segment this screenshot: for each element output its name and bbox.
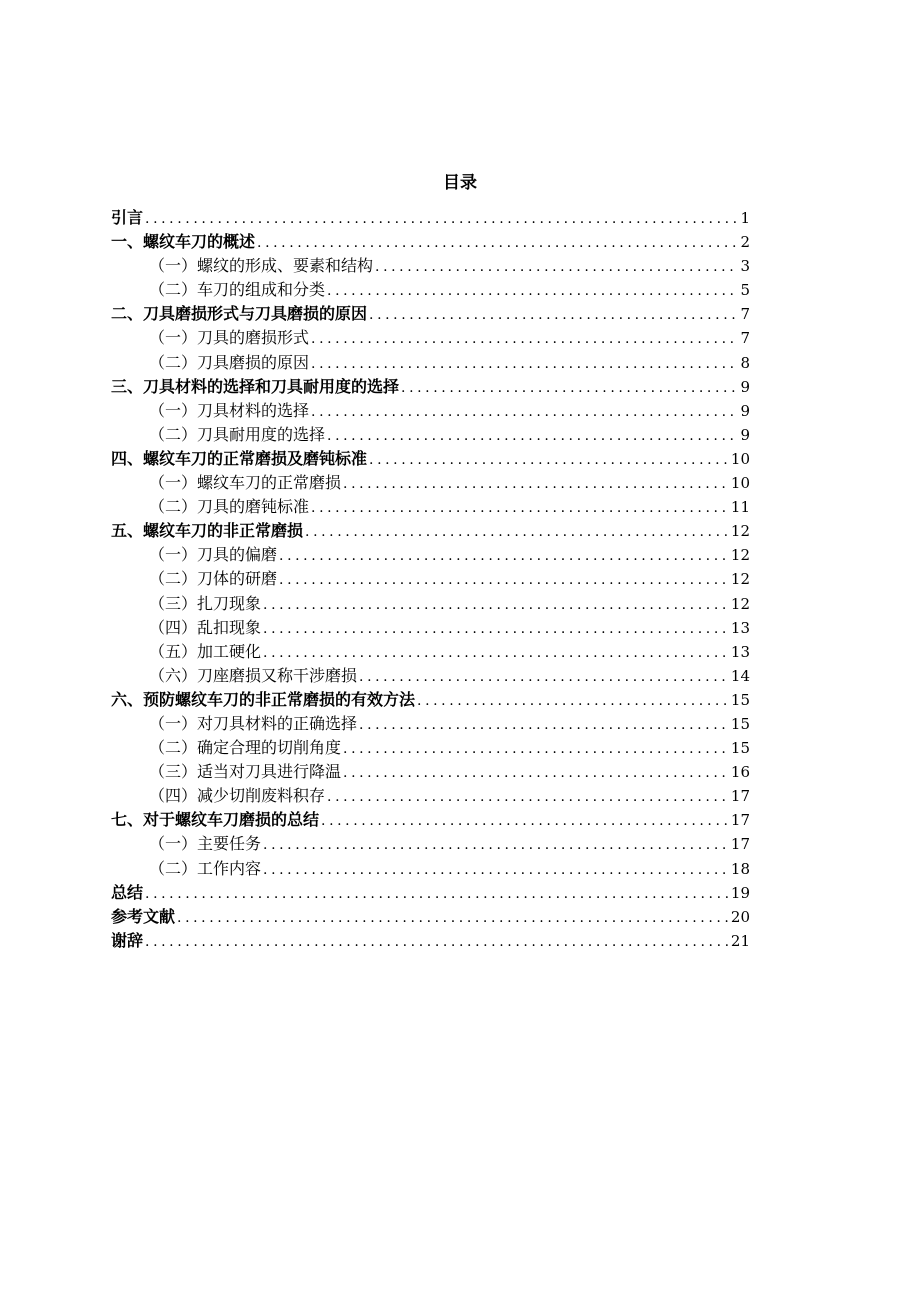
toc-dot-leader — [263, 641, 729, 665]
toc-page-number: 12 — [730, 546, 750, 565]
toc-entry-title: （三）适当对刀具进行降温 — [149, 762, 342, 782]
toc-dot-leader — [343, 761, 729, 785]
toc-dot-leader — [311, 496, 729, 520]
toc-page-number: 5 — [740, 281, 750, 300]
toc-chapter-entry[interactable] — [111, 230, 750, 254]
toc-page-number: 17 — [730, 811, 750, 830]
toc-dot-leader — [311, 352, 738, 376]
toc-dot-leader — [327, 279, 738, 303]
toc-dot-leader — [263, 593, 729, 617]
toc-section-entry[interactable] — [111, 640, 750, 664]
toc-section-entry[interactable] — [111, 254, 750, 278]
toc-dot-leader — [375, 255, 738, 279]
toc-section-entry[interactable] — [111, 471, 750, 495]
toc-section-entry[interactable] — [111, 495, 750, 519]
toc-page-number: 20 — [730, 907, 750, 926]
toc-dot-leader — [263, 858, 729, 882]
toc-entry-title: 一、螺纹车刀的概述 — [111, 232, 256, 252]
toc-page-number: 2 — [740, 233, 750, 252]
toc-chapter-entry[interactable] — [111, 881, 750, 905]
toc-page-number: 12 — [730, 570, 750, 589]
toc-page-number: 9 — [740, 377, 750, 396]
toc-entry-title: 参考文献 — [111, 906, 176, 926]
toc-chapter-entry[interactable] — [111, 447, 750, 471]
toc-section-entry[interactable] — [111, 616, 750, 640]
toc-page-number: 7 — [740, 329, 750, 348]
toc-section-entry[interactable] — [111, 664, 750, 688]
toc-dot-leader — [343, 737, 729, 761]
toc-page-number: 18 — [730, 859, 750, 878]
toc-chapter-entry[interactable] — [111, 302, 750, 326]
toc-section-entry[interactable] — [111, 399, 750, 423]
toc-title: 目录 — [443, 173, 477, 193]
toc-entry-title: （一）主要任务 — [149, 834, 262, 854]
toc-dot-leader — [343, 472, 729, 496]
toc-dot-leader — [263, 833, 729, 857]
toc-page-number: 3 — [740, 257, 750, 276]
toc-page-number: 17 — [730, 787, 750, 806]
toc-page-number: 17 — [730, 835, 750, 854]
toc-page-number: 10 — [730, 449, 750, 468]
toc-entry-title: （三）扎刀现象 — [149, 593, 262, 613]
toc-dot-leader — [145, 930, 729, 954]
toc-dot-leader — [257, 231, 738, 255]
toc-dot-leader — [359, 665, 729, 689]
toc-section-entry[interactable] — [111, 712, 750, 736]
toc-page-number: 9 — [740, 401, 750, 420]
toc-dot-leader — [321, 809, 729, 833]
toc-page-number: 13 — [730, 618, 750, 637]
toc-chapter-entry[interactable] — [111, 206, 750, 230]
toc-section-entry[interactable] — [111, 278, 750, 302]
toc-section-entry[interactable] — [111, 423, 750, 447]
toc-entry-title: 三、刀具材料的选择和刀具耐用度的选择 — [111, 376, 400, 396]
toc-entry-title: 总结 — [111, 882, 144, 902]
toc-section-entry[interactable] — [111, 857, 750, 881]
toc-page-number: 10 — [730, 474, 750, 493]
toc-dot-leader — [263, 617, 729, 641]
toc-chapter-entry[interactable] — [111, 519, 750, 543]
toc-entry-title: 七、对于螺纹车刀磨损的总结 — [111, 810, 320, 830]
toc-dot-leader — [311, 400, 738, 424]
toc-dot-leader — [177, 906, 729, 930]
toc-section-entry[interactable] — [111, 326, 750, 350]
toc-page-number: 15 — [730, 739, 750, 758]
toc-entry-title: （一）刀具的偏磨 — [149, 545, 278, 565]
toc-section-entry[interactable] — [111, 832, 750, 856]
toc-dot-leader — [305, 520, 729, 544]
toc-dot-leader — [145, 882, 729, 906]
toc-page-number: 1 — [740, 209, 750, 227]
toc-page-number: 16 — [730, 763, 750, 782]
toc-page-number: 15 — [730, 690, 750, 709]
toc-entry-title: （二）确定合理的切削角度 — [149, 738, 342, 758]
toc-entry-title: （一）刀具的磨损形式 — [149, 328, 310, 348]
toc-page-number: 7 — [740, 305, 750, 324]
toc-dot-leader — [359, 713, 729, 737]
toc-entry-title: （五）加工硬化 — [149, 641, 262, 661]
toc-chapter-entry[interactable] — [111, 905, 750, 929]
toc-dot-leader — [311, 327, 738, 351]
toc-entry-title: 谢辞 — [111, 930, 144, 950]
toc-dot-leader — [327, 785, 729, 809]
toc-chapter-entry[interactable] — [111, 808, 750, 832]
toc-entry-title: （四）乱扣现象 — [149, 617, 262, 637]
toc-entry-title: （二）刀体的研磨 — [149, 569, 278, 589]
toc-section-entry[interactable] — [111, 784, 750, 808]
toc-section-entry[interactable] — [111, 543, 750, 567]
toc-section-entry[interactable] — [111, 760, 750, 784]
toc-page-number: 14 — [730, 666, 750, 685]
toc-page-number: 13 — [730, 642, 750, 661]
toc-entry-title: （二）车刀的组成和分类 — [149, 280, 326, 300]
toc-entry-title: （一）对刀具材料的正确选择 — [149, 713, 358, 733]
toc-page-number: 12 — [730, 522, 750, 541]
toc-dot-leader — [369, 303, 738, 327]
toc-dot-leader — [417, 689, 729, 713]
toc-entry-title: （一）螺纹车刀的正常磨损 — [149, 473, 342, 493]
toc-page-number: 9 — [740, 425, 750, 444]
toc-page-number: 8 — [740, 353, 750, 372]
toc-section-entry[interactable] — [111, 351, 750, 375]
toc-section-entry[interactable] — [111, 736, 750, 760]
toc-entry-title: （二）刀具的磨钝标准 — [149, 497, 310, 517]
toc-chapter-entry[interactable] — [111, 688, 750, 712]
table-of-contents — [111, 206, 750, 953]
toc-entry-title: 五、螺纹车刀的非正常磨损 — [111, 521, 304, 541]
toc-section-entry[interactable] — [111, 592, 750, 616]
toc-entry-title: 六、预防螺纹车刀的非正常磨损的有效方法 — [111, 689, 416, 709]
toc-entry-title: （二）刀具耐用度的选择 — [149, 424, 326, 444]
toc-entry-title: 四、螺纹车刀的正常磨损及磨钝标准 — [111, 448, 368, 468]
toc-page-number: 19 — [730, 883, 750, 902]
toc-chapter-entry[interactable] — [111, 375, 750, 399]
toc-dot-leader — [327, 424, 738, 448]
toc-page-number: 12 — [730, 594, 750, 613]
toc-entry-title: （六）刀座磨损又称干涉磨损 — [149, 665, 358, 685]
toc-entry-title: （四）减少切削废料积存 — [149, 786, 326, 806]
toc-entry-title: （二）工作内容 — [149, 858, 262, 878]
toc-dot-leader — [401, 376, 738, 400]
toc-page-number: 21 — [730, 931, 750, 950]
toc-dot-leader — [145, 207, 738, 231]
toc-entry-title: （一）螺纹的形成、要素和结构 — [149, 256, 374, 276]
toc-entry-title: （一）刀具材料的选择 — [149, 400, 310, 420]
toc-dot-leader — [279, 544, 729, 568]
toc-entry-title: 引言 — [111, 208, 144, 227]
toc-entry-title: 二、刀具磨损形式与刀具磨损的原因 — [111, 304, 368, 324]
toc-chapter-entry[interactable] — [111, 929, 750, 953]
toc-section-entry[interactable] — [111, 567, 750, 591]
toc-page-number: 15 — [730, 714, 750, 733]
toc-entry-title: （二）刀具磨损的原因 — [149, 352, 310, 372]
toc-page-number: 11 — [730, 498, 750, 517]
toc-dot-leader — [369, 448, 729, 472]
toc-dot-leader — [279, 568, 729, 592]
